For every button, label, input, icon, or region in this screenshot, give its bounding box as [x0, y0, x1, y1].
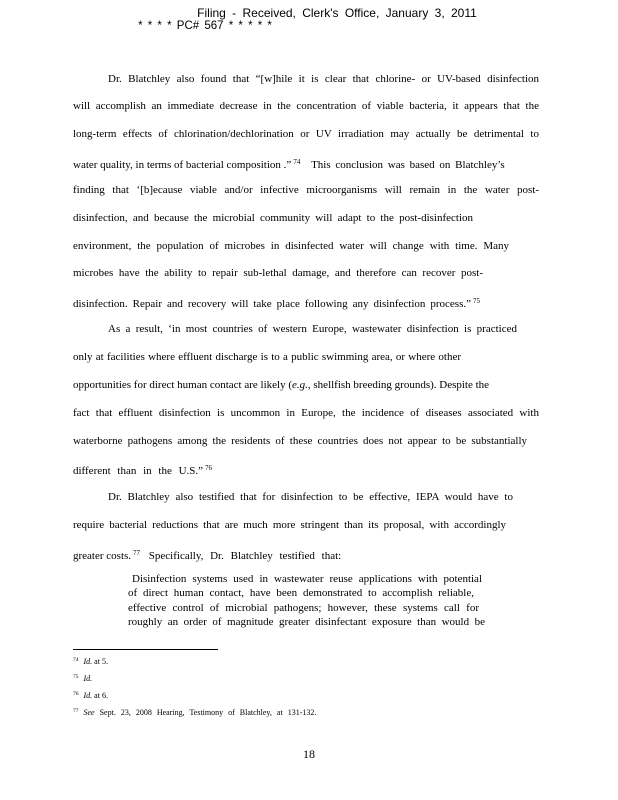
- paragraph-line: waterborne pathogens among the residents of these countries does not appear to be substantially: [73, 435, 527, 447]
- footnote-text: Sept. 23, 2008 Hearing, Testimony of Blatchley, at 131-132.: [94, 708, 317, 717]
- line-text: disinfection. Repair and recovery will take place following any disinfection process.”: [73, 298, 471, 310]
- paragraph-line: As a result, ‘in most countries of western Europe, wastewater disinfection is practiced: [108, 323, 517, 335]
- footnote-cite: Id.: [83, 674, 93, 683]
- pc-number-header: * * * * PC# 567 * * * * *: [138, 20, 272, 32]
- paragraph-line: [73, 294, 480, 308]
- footnote-cite: Id.: [83, 691, 93, 700]
- line-text: different than in the U.S.”: [73, 465, 204, 477]
- paragraph-line: disinfection, and because the microbial community will adapt to the post-disinfection: [73, 212, 473, 224]
- page-number: 18: [303, 747, 315, 761]
- footnote-text: at 6.: [92, 691, 108, 700]
- footnote-number: 74: [73, 657, 79, 663]
- paragraph-line: finding that ‘[b]ecause viable and/or infective microorganisms will remain in the water post-: [73, 184, 539, 196]
- paragraph-line: [73, 546, 341, 560]
- line-text: opportunities for direct human contact are likely (: [73, 379, 293, 391]
- paragraph-line: [73, 378, 539, 392]
- quote-line: roughly an order of magnitude greater disinfectant exposure than would be: [128, 616, 485, 628]
- footnote-ref[interactable]: 76: [205, 464, 213, 472]
- paragraph-line: fact that effluent disinfection is uncommon in Europe, the incidence of diseases associated with: [73, 407, 539, 419]
- paragraph-line: Dr. Blatchley also found that “[w]hile it is clear that chlorine- or UV-based disinfection: [108, 73, 539, 85]
- line-text: water quality, in terms of bacterial composition .”: [73, 159, 292, 171]
- footnote: [73, 708, 316, 717]
- line-text: e.g.: [292, 379, 308, 391]
- paragraph-line: long-term effects of chlorination/dechlorination or UV irradiation may actually be detrimental to: [73, 128, 539, 140]
- line-text: , shellfish breeding grounds). Despite the: [307, 379, 490, 391]
- line-text: This conclusion was based on Blatchley’s: [311, 159, 505, 171]
- line-text: greater costs.: [73, 550, 132, 562]
- quote-line: of direct human contact, have been demonstrated to accomplish reliable,: [128, 587, 474, 599]
- quote-line: effective control of microbial pathogens; however, these systems call for: [128, 602, 479, 614]
- footnote-number: 75: [73, 674, 79, 680]
- footnote-cite: Id.: [83, 657, 93, 666]
- paragraph-line: only at facilities where effluent discharge is to a public swimming area, or where other: [73, 351, 461, 363]
- footnote-ref[interactable]: 74: [293, 158, 301, 166]
- paragraph-line: [73, 155, 539, 169]
- footnote: [73, 691, 108, 700]
- footnote-divider: [73, 649, 218, 650]
- quote-line: Disinfection systems used in wastewater reuse applications with potential: [132, 573, 482, 585]
- paragraph-line: [73, 461, 212, 475]
- paragraph-line: will accomplish an immediate decrease in the concentration of viable bacteria, it appears that the: [73, 100, 539, 112]
- footnote-ref[interactable]: 75: [473, 297, 480, 305]
- paragraph-line: require bacterial reductions that are much more stringent than its proposal, with accordingly: [73, 519, 506, 531]
- footnote-number: 76: [73, 691, 79, 697]
- paragraph-line: environment, the population of microbes in disinfected water will change with time. Many: [73, 240, 509, 252]
- paragraph-line: Dr. Blatchley also testified that for disinfection to be effective, IEPA would have to: [108, 491, 513, 503]
- filing-stamp-header: Filing - Received, Clerk's Office, January 3, 2011: [197, 6, 477, 20]
- footnote-cite: See: [83, 708, 95, 717]
- paragraph-line: microbes have the ability to repair sub-lethal damage, and therefore can recover post-: [73, 267, 483, 279]
- footnote-number: 77: [73, 708, 79, 714]
- footnote-text: at 5.: [92, 657, 108, 666]
- line-text: Specifically, Dr. Blatchley testified that:: [148, 550, 342, 562]
- footnote: [73, 674, 92, 683]
- footnote: [73, 657, 108, 666]
- footnote-ref[interactable]: 77: [133, 549, 141, 557]
